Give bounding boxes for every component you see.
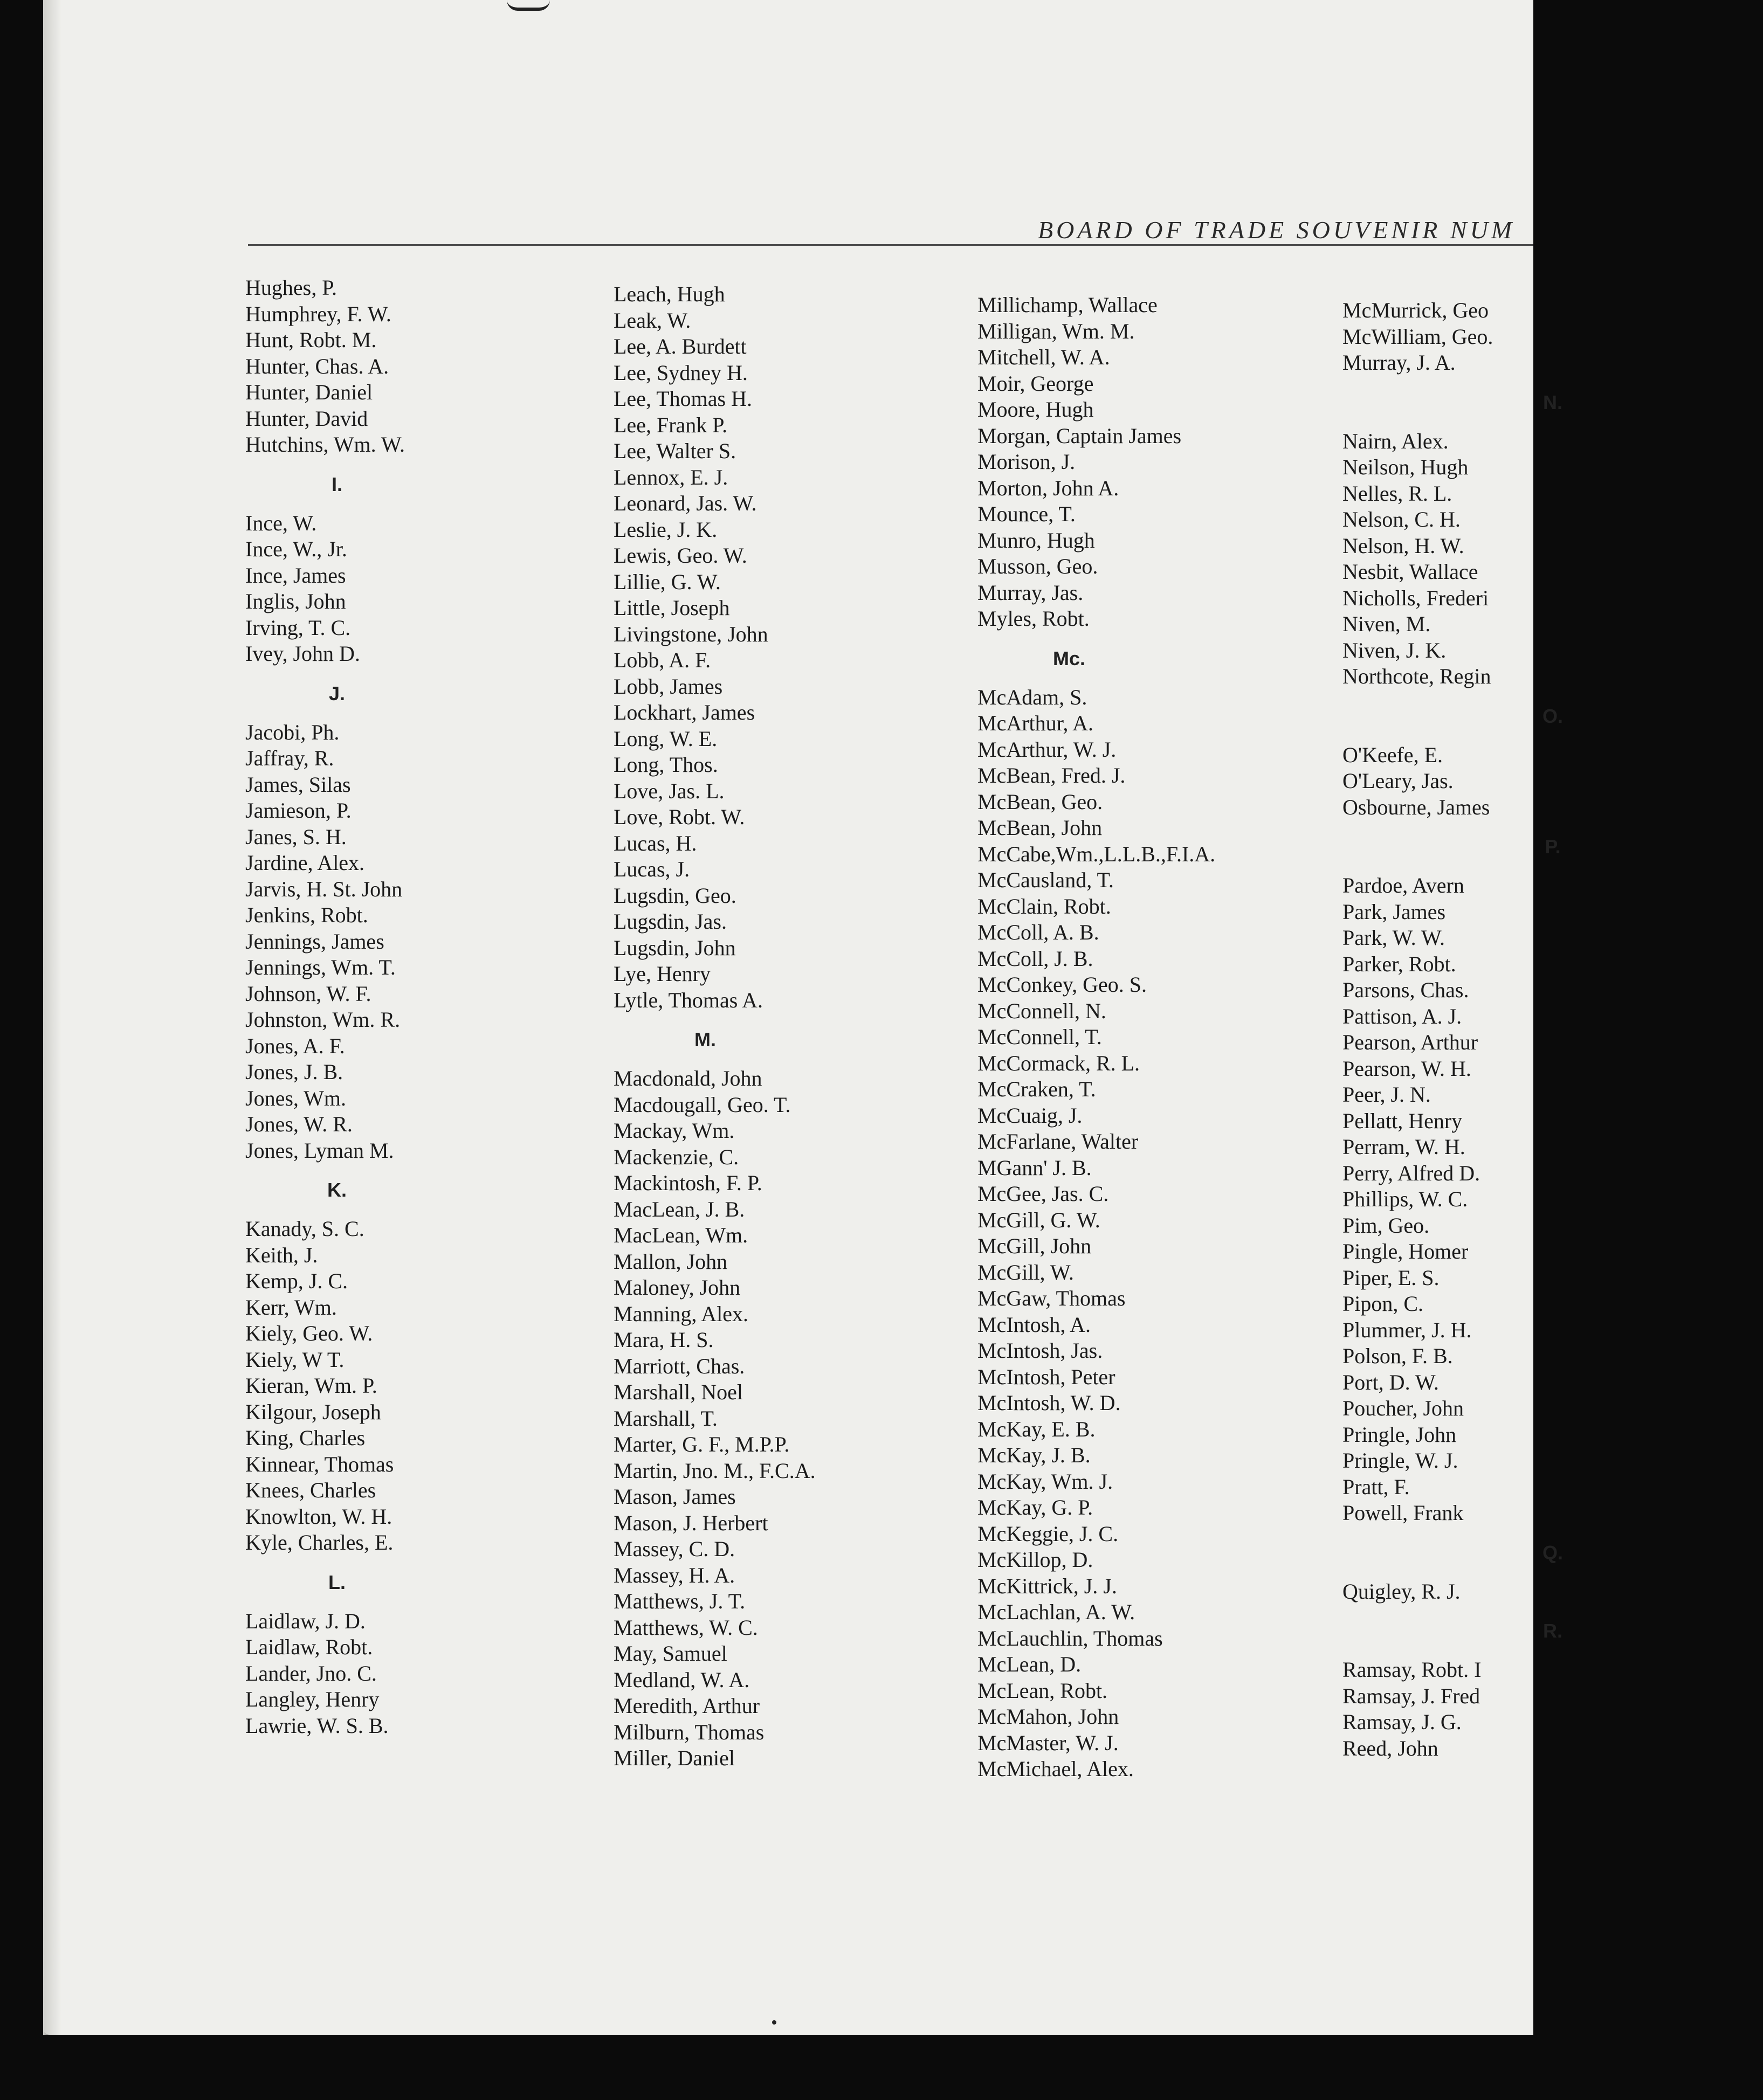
section-letter-heading: R.: [1543, 1620, 1562, 1642]
name-entry: Park, James: [1342, 899, 1446, 924]
ink-mark: [507, 0, 550, 11]
name-entry: Perry, Alfred D.: [1342, 1160, 1480, 1185]
name-entry: Mason, J. Herbert: [614, 1510, 768, 1535]
name-entry: Niven, M.: [1342, 612, 1431, 636]
name-entry: Port, D. W.: [1342, 1370, 1439, 1394]
name-entry: McWilliam, Geo.: [1342, 324, 1493, 349]
name-entry: Langley, Henry: [245, 1687, 380, 1711]
name-entry: Pearson, Arthur: [1342, 1030, 1478, 1054]
name-entry: Jennings, James: [245, 929, 384, 954]
name-entry: MacLean, Wm.: [614, 1223, 748, 1247]
name-column-4: [1342, 298, 1688, 1761]
name-entry: Phillips, W. C.: [1342, 1187, 1468, 1211]
name-entry: Mackenzie, C.: [614, 1144, 739, 1169]
name-entry: Pratt, F.: [1342, 1474, 1410, 1499]
name-entry: Munro, Hugh: [977, 528, 1095, 552]
name-entry: Jones, J. B.: [245, 1060, 343, 1084]
name-entry: Pringle, W. J.: [1342, 1448, 1458, 1473]
name-entry: McConkey, Geo. S.: [977, 972, 1147, 997]
name-entry: Ince, James: [245, 563, 346, 588]
name-entry: May, Samuel: [614, 1641, 727, 1666]
name-entry: James, Silas: [245, 772, 351, 797]
name-entry: McKay, Wm. J.: [977, 1469, 1113, 1494]
name-entry: Knowlton, W. H.: [245, 1504, 392, 1529]
name-entry: Peer, J. N.: [1342, 1082, 1431, 1107]
name-entry: McCuaig, J.: [977, 1103, 1083, 1128]
name-entry: McIntosh, Jas.: [977, 1338, 1103, 1363]
name-entry: Milligan, Wm. M.: [977, 319, 1135, 343]
name-entry: Pattison, A. J.: [1342, 1004, 1462, 1028]
name-entry: McCausland, T.: [977, 868, 1114, 892]
name-column-2: [614, 281, 959, 1772]
name-entry: Massey, H. A.: [614, 1563, 735, 1587]
name-entry: Mallon, John: [614, 1249, 728, 1274]
name-entry: Little, Joseph: [614, 596, 730, 620]
name-entry: McGill, W.: [977, 1260, 1074, 1284]
name-entry: Jones, Lyman M.: [245, 1138, 394, 1163]
section-letter-heading: P.: [1545, 835, 1561, 858]
name-entry: Poucher, John: [1342, 1396, 1464, 1420]
section-letter-heading: K.: [327, 1179, 347, 1201]
name-entry: Lockhart, James: [614, 700, 755, 724]
name-entry: McGee, Jas. C.: [977, 1182, 1109, 1206]
name-entry: Mason, James: [614, 1484, 736, 1509]
name-entry: McBean, Fred. J.: [977, 763, 1126, 788]
name-entry: Moir, George: [977, 371, 1094, 396]
name-column-1: [245, 275, 590, 1739]
name-entry: Pellatt, Henry: [1342, 1108, 1463, 1133]
name-entry: Leak, W.: [614, 308, 691, 333]
name-entry: Pim, Geo.: [1342, 1213, 1430, 1238]
name-entry: Lee, A. Burdett: [614, 334, 747, 358]
name-entry: Hutchins, Wm. W.: [245, 432, 405, 457]
name-entry: Kieran, Wm. P.: [245, 1373, 377, 1398]
name-entry: McCabe,Wm.,L.L.B.,F.I.A.: [977, 841, 1216, 866]
name-entry: McConnell, T.: [977, 1025, 1102, 1049]
name-entry: Lander, Jno. C.: [245, 1661, 377, 1685]
name-entry: Kyle, Charles, E.: [245, 1530, 394, 1555]
name-entry: Lugsdin, Jas.: [614, 909, 727, 934]
name-entry: Marshall, T.: [614, 1406, 718, 1431]
name-entry: King, Charles: [245, 1426, 366, 1450]
name-entry: McKittrick, J. J.: [977, 1573, 1117, 1598]
name-entry: McAdam, S.: [977, 685, 1087, 709]
name-entry: Jenkins, Robt.: [245, 903, 368, 927]
name-entry: Matthews, J. T.: [614, 1589, 746, 1613]
name-entry: McCormack, R. L.: [977, 1051, 1140, 1075]
name-entry: McLean, D.: [977, 1652, 1082, 1676]
name-entry: Irving, T. C.: [245, 615, 351, 640]
name-entry: McKay, E. B.: [977, 1417, 1096, 1441]
section-letter-heading: M.: [694, 1028, 716, 1051]
name-entry: Park, W. W.: [1342, 925, 1445, 950]
name-entry: Livingstone, John: [614, 621, 768, 646]
name-entry: McKay, G. P.: [977, 1495, 1093, 1519]
name-entry: Long, W. E.: [614, 726, 718, 751]
section-letter-heading: N.: [1543, 391, 1562, 413]
name-entry: Hunt, Robt. M.: [245, 328, 377, 352]
name-entry: Kemp, J. C.: [245, 1269, 348, 1293]
name-entry: Morgan, Captain James: [977, 423, 1182, 448]
name-entry: Marshall, Noel: [614, 1380, 743, 1404]
name-entry: Powell, Frank: [1342, 1501, 1464, 1525]
name-entry: Mackintosh, F. P.: [614, 1171, 762, 1195]
name-column-3: [977, 292, 1323, 1783]
name-entry: Nelson, H. W.: [1342, 533, 1464, 558]
name-entry: Plummer, J. H.: [1342, 1317, 1472, 1342]
name-entry: Lawrie, W. S. B.: [245, 1713, 389, 1738]
name-entry: Lee, Thomas H.: [614, 386, 752, 411]
name-entry: McCraken, T.: [977, 1077, 1096, 1101]
name-entry: McBean, John: [977, 816, 1103, 840]
name-entry: Manning, Alex.: [614, 1301, 748, 1326]
name-entry: Nelson, C. H.: [1342, 507, 1461, 531]
name-entry: Lugsdin, John: [614, 935, 736, 960]
name-entry: McLean, Robt.: [977, 1678, 1108, 1703]
name-entry: Millichamp, Wallace: [977, 293, 1158, 317]
name-entry: Ivey, John D.: [245, 641, 360, 666]
name-entry: McLauchlin, Thomas: [977, 1626, 1163, 1650]
name-entry: Humphrey, F. W.: [245, 301, 391, 326]
name-entry: Marter, G. F., M.P.P.: [614, 1432, 790, 1456]
name-entry: Ramsay, J. Fred: [1342, 1683, 1480, 1708]
name-entry: McKillop, D.: [977, 1548, 1093, 1572]
section-letter-heading: I.: [331, 473, 342, 495]
name-entry: Lee, Sydney H.: [614, 360, 748, 385]
print-speck: [772, 2020, 776, 2025]
name-entry: Myles, Robt.: [977, 606, 1090, 631]
name-entry: Parsons, Chas.: [1342, 978, 1469, 1002]
name-entry: Ramsay, J. G.: [1342, 1710, 1462, 1734]
name-entry: McArthur, A.: [977, 711, 1094, 735]
name-entry: Knees, Charles: [245, 1478, 376, 1502]
name-entry: McKeggie, J. C.: [977, 1521, 1119, 1546]
name-entry: McKay, J. B.: [977, 1443, 1091, 1467]
name-entry: McMaster, W. J.: [977, 1730, 1119, 1755]
name-entry: McGill, G. W.: [977, 1207, 1100, 1232]
name-entry: Massey, C. D.: [614, 1537, 735, 1561]
name-entry: Jacobi, Ph.: [245, 720, 340, 744]
name-entry: MGann' J. B.: [977, 1155, 1092, 1180]
name-entry: McClain, Robt.: [977, 894, 1111, 918]
name-entry: McGaw, Thomas: [977, 1286, 1126, 1310]
name-entry: Inglis, John: [245, 589, 346, 613]
name-entry: Nesbit, Wallace: [1342, 559, 1478, 584]
name-entry: Lugsdin, Geo.: [614, 883, 736, 908]
name-entry: Laidlaw, Robt.: [245, 1635, 373, 1659]
name-entry: Macdougall, Geo. T.: [614, 1092, 791, 1117]
running-head: BOARD OF TRADE SOUVENIR NUM: [1038, 216, 1516, 244]
name-entry: Lucas, H.: [614, 831, 697, 855]
name-entry: Leslie, J. K.: [614, 517, 718, 542]
name-entry: McLachlan, A. W.: [977, 1600, 1135, 1624]
name-entry: McBean, Geo.: [977, 789, 1103, 814]
name-entry: Murray, J. A.: [1342, 350, 1456, 375]
name-entry: McMichael, Alex.: [977, 1757, 1134, 1781]
name-entry: McGill, John: [977, 1234, 1092, 1258]
name-entry: Hunter, Daniel: [245, 380, 373, 404]
name-entry: McColl, A. B.: [977, 920, 1099, 944]
name-entry: Love, Robt. W.: [614, 805, 745, 829]
name-entry: Kilgour, Joseph: [245, 1399, 381, 1424]
name-entry: Niven, J. K.: [1342, 638, 1447, 662]
name-entry: Jamieson, P.: [245, 798, 352, 823]
name-entry: McIntosh, Peter: [977, 1364, 1115, 1389]
name-entry: Leonard, Jas. W.: [614, 491, 757, 515]
name-entry: Maloney, John: [614, 1275, 741, 1300]
name-entry: Kiely, Geo. W.: [245, 1321, 373, 1345]
name-entry: Mounce, T.: [977, 502, 1076, 526]
name-entry: Northcote, Regin: [1342, 664, 1491, 688]
name-entry: Neilson, Hugh: [1342, 455, 1469, 479]
name-entry: McIntosh, W. D.: [977, 1391, 1121, 1415]
name-entry: Osbourne, James: [1342, 795, 1490, 819]
name-entry: Parker, Robt.: [1342, 951, 1456, 976]
name-entry: Musson, Geo.: [977, 554, 1098, 578]
name-entry: Macdonald, John: [614, 1066, 762, 1090]
name-entry: McArthur, W. J.: [977, 737, 1117, 762]
name-entry: Jaffray, R.: [245, 746, 334, 770]
name-entry: Hughes, P.: [245, 275, 338, 300]
name-entry: Miller, Daniel: [614, 1746, 735, 1770]
name-entry: Jarvis, H. St. John: [245, 876, 403, 901]
name-entry: McIntosh, A.: [977, 1312, 1091, 1337]
name-entry: Nicholls, Frederi: [1342, 585, 1489, 610]
name-entry: Quigley, R. J.: [1342, 1579, 1461, 1604]
name-entry: Ince, W.: [245, 510, 317, 535]
name-entry: Medland, W. A.: [614, 1667, 750, 1692]
name-entry: Reed, John: [1342, 1736, 1438, 1760]
name-entry: Jones, W. R.: [245, 1112, 353, 1136]
name-entry: Johnson, W. F.: [245, 981, 371, 1006]
name-entry: Leach, Hugh: [614, 282, 725, 306]
section-letter-heading: J.: [328, 682, 346, 704]
name-entry: Love, Jas. L.: [614, 778, 725, 803]
name-entry: Polson, F. B.: [1342, 1344, 1453, 1368]
name-entry: Morton, John A.: [977, 475, 1119, 500]
name-entry: Pringle, John: [1342, 1422, 1457, 1447]
name-entry: Lye, Henry: [614, 962, 711, 986]
name-entry: Ramsay, Robt. I: [1342, 1657, 1482, 1682]
name-entry: Lillie, G. W.: [614, 569, 721, 594]
name-entry: O'Keefe, E.: [1342, 742, 1443, 767]
name-entry: Mackay, Wm.: [614, 1118, 735, 1143]
name-entry: Lucas, J.: [614, 857, 690, 881]
name-entry: Martin, Jno. M., F.C.A.: [614, 1458, 816, 1483]
name-entry: Keith, J.: [245, 1242, 318, 1267]
name-entry: Kiely, W T.: [245, 1347, 345, 1372]
name-entry: Meredith, Arthur: [614, 1694, 760, 1718]
name-entry: Mitchell, W. A.: [977, 345, 1110, 369]
name-entry: Janes, S. H.: [245, 824, 347, 849]
name-entry: O'Leary, Jas.: [1342, 769, 1454, 793]
name-entry: Jones, A. F.: [245, 1033, 345, 1058]
section-letter-heading: L.: [328, 1571, 346, 1593]
name-entry: McMurrick, Geo: [1342, 298, 1489, 322]
name-entry: Jones, Wm.: [245, 1086, 347, 1110]
section-letter-heading: Q.: [1542, 1541, 1563, 1564]
name-entry: Pardoe, Avern: [1342, 873, 1464, 897]
name-entry: Laidlaw, J. D.: [245, 1608, 366, 1633]
name-entry: Nelles, R. L.: [1342, 481, 1452, 506]
name-entry: Lee, Walter S.: [614, 439, 736, 463]
name-entry: Lytle, Thomas A.: [614, 987, 763, 1012]
name-entry: Lennox, E. J.: [614, 465, 728, 489]
name-entry: Ince, W., Jr.: [245, 537, 347, 561]
name-entry: McColl, J. B.: [977, 946, 1093, 971]
name-entry: Moore, Hugh: [977, 397, 1094, 422]
name-entry: Johnston, Wm. R.: [245, 1007, 401, 1032]
name-entry: Lewis, Geo. W.: [614, 543, 747, 568]
name-entry: Jardine, Alex.: [245, 851, 365, 875]
page-edge-shadow: [43, 0, 61, 2035]
section-letter-heading: Mc.: [1052, 647, 1085, 669]
name-entry: Kinnear, Thomas: [245, 1452, 394, 1476]
section-letter-heading: O.: [1542, 704, 1563, 727]
name-entry: Milburn, Thomas: [614, 1719, 765, 1744]
name-entry: Pipon, C.: [1342, 1291, 1424, 1316]
name-entry: Pearson, W. H.: [1342, 1056, 1471, 1081]
name-entry: Lee, Frank P.: [614, 412, 728, 437]
name-entry: Perram, W. H.: [1342, 1135, 1465, 1159]
name-entry: Morison, J.: [977, 450, 1076, 474]
name-entry: Lobb, A. F.: [614, 648, 711, 672]
name-entry: Kanady, S. C.: [245, 1217, 364, 1241]
name-entry: MacLean, J. B.: [614, 1197, 745, 1221]
name-entry: Nairn, Alex.: [1342, 429, 1449, 453]
name-entry: Lobb, James: [614, 674, 723, 699]
name-entry: Matthews, W. C.: [614, 1615, 758, 1640]
name-entry: McFarlane, Walter: [977, 1129, 1139, 1153]
name-entry: Hunter, Chas. A.: [245, 354, 389, 378]
name-entry: McMahon, John: [977, 1704, 1119, 1729]
name-entry: Piper, E. S.: [1342, 1265, 1440, 1290]
name-entry: Long, Thos.: [614, 752, 718, 777]
name-entry: Kerr, Wm.: [245, 1295, 337, 1320]
name-entry: Jennings, Wm. T.: [245, 955, 396, 979]
name-entry: Pingle, Homer: [1342, 1239, 1469, 1263]
header-rule: [248, 244, 1533, 246]
name-entry: Murray, Jas.: [977, 580, 1084, 605]
name-entry: Hunter, David: [245, 406, 368, 431]
name-entry: McConnell, N.: [977, 998, 1106, 1023]
name-entry: Mara, H. S.: [614, 1328, 714, 1352]
name-entry: Marriott, Chas.: [614, 1353, 745, 1378]
